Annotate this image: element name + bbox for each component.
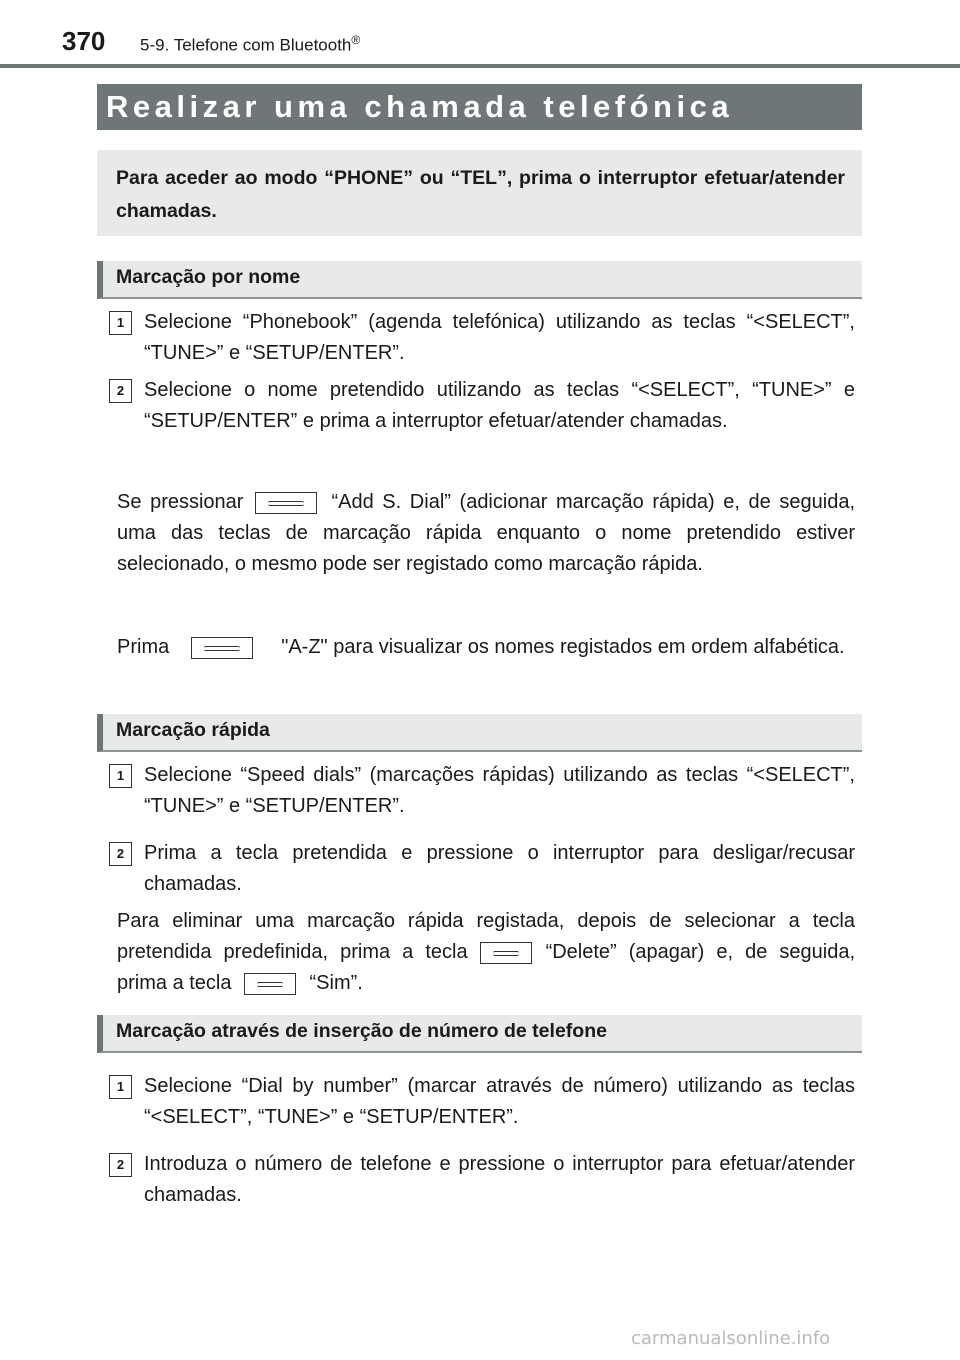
note-text: Se pressionar: [117, 491, 244, 513]
note-a-z: [117, 632, 855, 663]
step-text: Selecione “Speed dials” (marcações rápidas) utilizando as teclas “<SELECT”, “TUNE>” e “SETUP/ENTER”.: [144, 764, 855, 817]
step-number-box: 1: [109, 311, 132, 335]
step-number-box: 2: [109, 1153, 132, 1177]
note-text: “Delete” (apagar) e, de seguida, prima a tecla: [117, 941, 855, 994]
step-text: Selecione o nome pretendido utilizando as teclas “<SELECT”, “TUNE>” e “SETUP/ENTER” e prima a interruptor efetuar/atender chamadas.: [144, 379, 855, 432]
step-text: Introduza o número de telefone e pressione o interruptor para efetuar/atender chamadas.: [144, 1153, 855, 1206]
step-number-box: 1: [109, 764, 132, 788]
note-text: “Add S. Dial” (adicionar marcação rápida) e, de seguida, uma das teclas de marcação rápida enquanto o nome pretendido estiver selecionado, o mesmo pode ser registado como marcação rápida.: [117, 491, 855, 575]
note-text: "A-Z" para visualizar os nomes registados em ordem alfabética.: [281, 636, 845, 658]
note-text: Para eliminar uma marcação rápida registada, depois de selecionar a tecla pretendida predefinida, prima a tecla: [117, 910, 855, 963]
registered-mark: ®: [351, 33, 361, 47]
key-button-icon: [480, 942, 532, 964]
key-button-icon: [244, 973, 296, 995]
subhead-marcacao-por-numero: Marcação através de inserção de número de telefone: [97, 1015, 862, 1053]
subhead-marcacao-por-nome: Marcação por nome: [97, 261, 862, 299]
step-number-box: 2: [109, 379, 132, 403]
step-text: Selecione “Phonebook” (agenda telefónica) utilizando as teclas “<SELECT”, “TUNE>” e “SETUP/ENTER”.: [144, 311, 855, 364]
step-text: Prima a tecla pretendida e pressione o interruptor para desligar/recusar chamadas.: [144, 842, 855, 895]
header-rule: [0, 64, 960, 68]
note-add-speed-dial: [117, 487, 855, 580]
step-text: Selecione “Dial by number” (marcar através de número) utilizando as teclas “<SELECT”, “TUNE>” e “SETUP/ENTER”.: [144, 1075, 855, 1128]
note-delete-speed-dial: [117, 906, 855, 999]
running-head-text: 5-9. Telefone com Bluetooth: [140, 35, 352, 55]
step-number-box: 1: [109, 1075, 132, 1099]
note-text: “Sim”.: [309, 972, 363, 994]
intro-box: Para aceder ao modo “PHONE” ou “TEL”, prima o interruptor efetuar/atender chamadas.: [97, 150, 862, 236]
watermark: carmanualsonline.info: [631, 1328, 831, 1349]
running-head: [140, 33, 360, 56]
note-text: Prima: [117, 636, 170, 658]
step-number-box: 2: [109, 842, 132, 866]
section-title: Realizar uma chamada telefónica: [97, 84, 862, 130]
page-number: 370: [62, 26, 106, 56]
key-button-icon: [255, 492, 317, 514]
subhead-marcacao-rapida: Marcação rápida: [97, 714, 862, 752]
key-button-icon: [191, 637, 253, 659]
